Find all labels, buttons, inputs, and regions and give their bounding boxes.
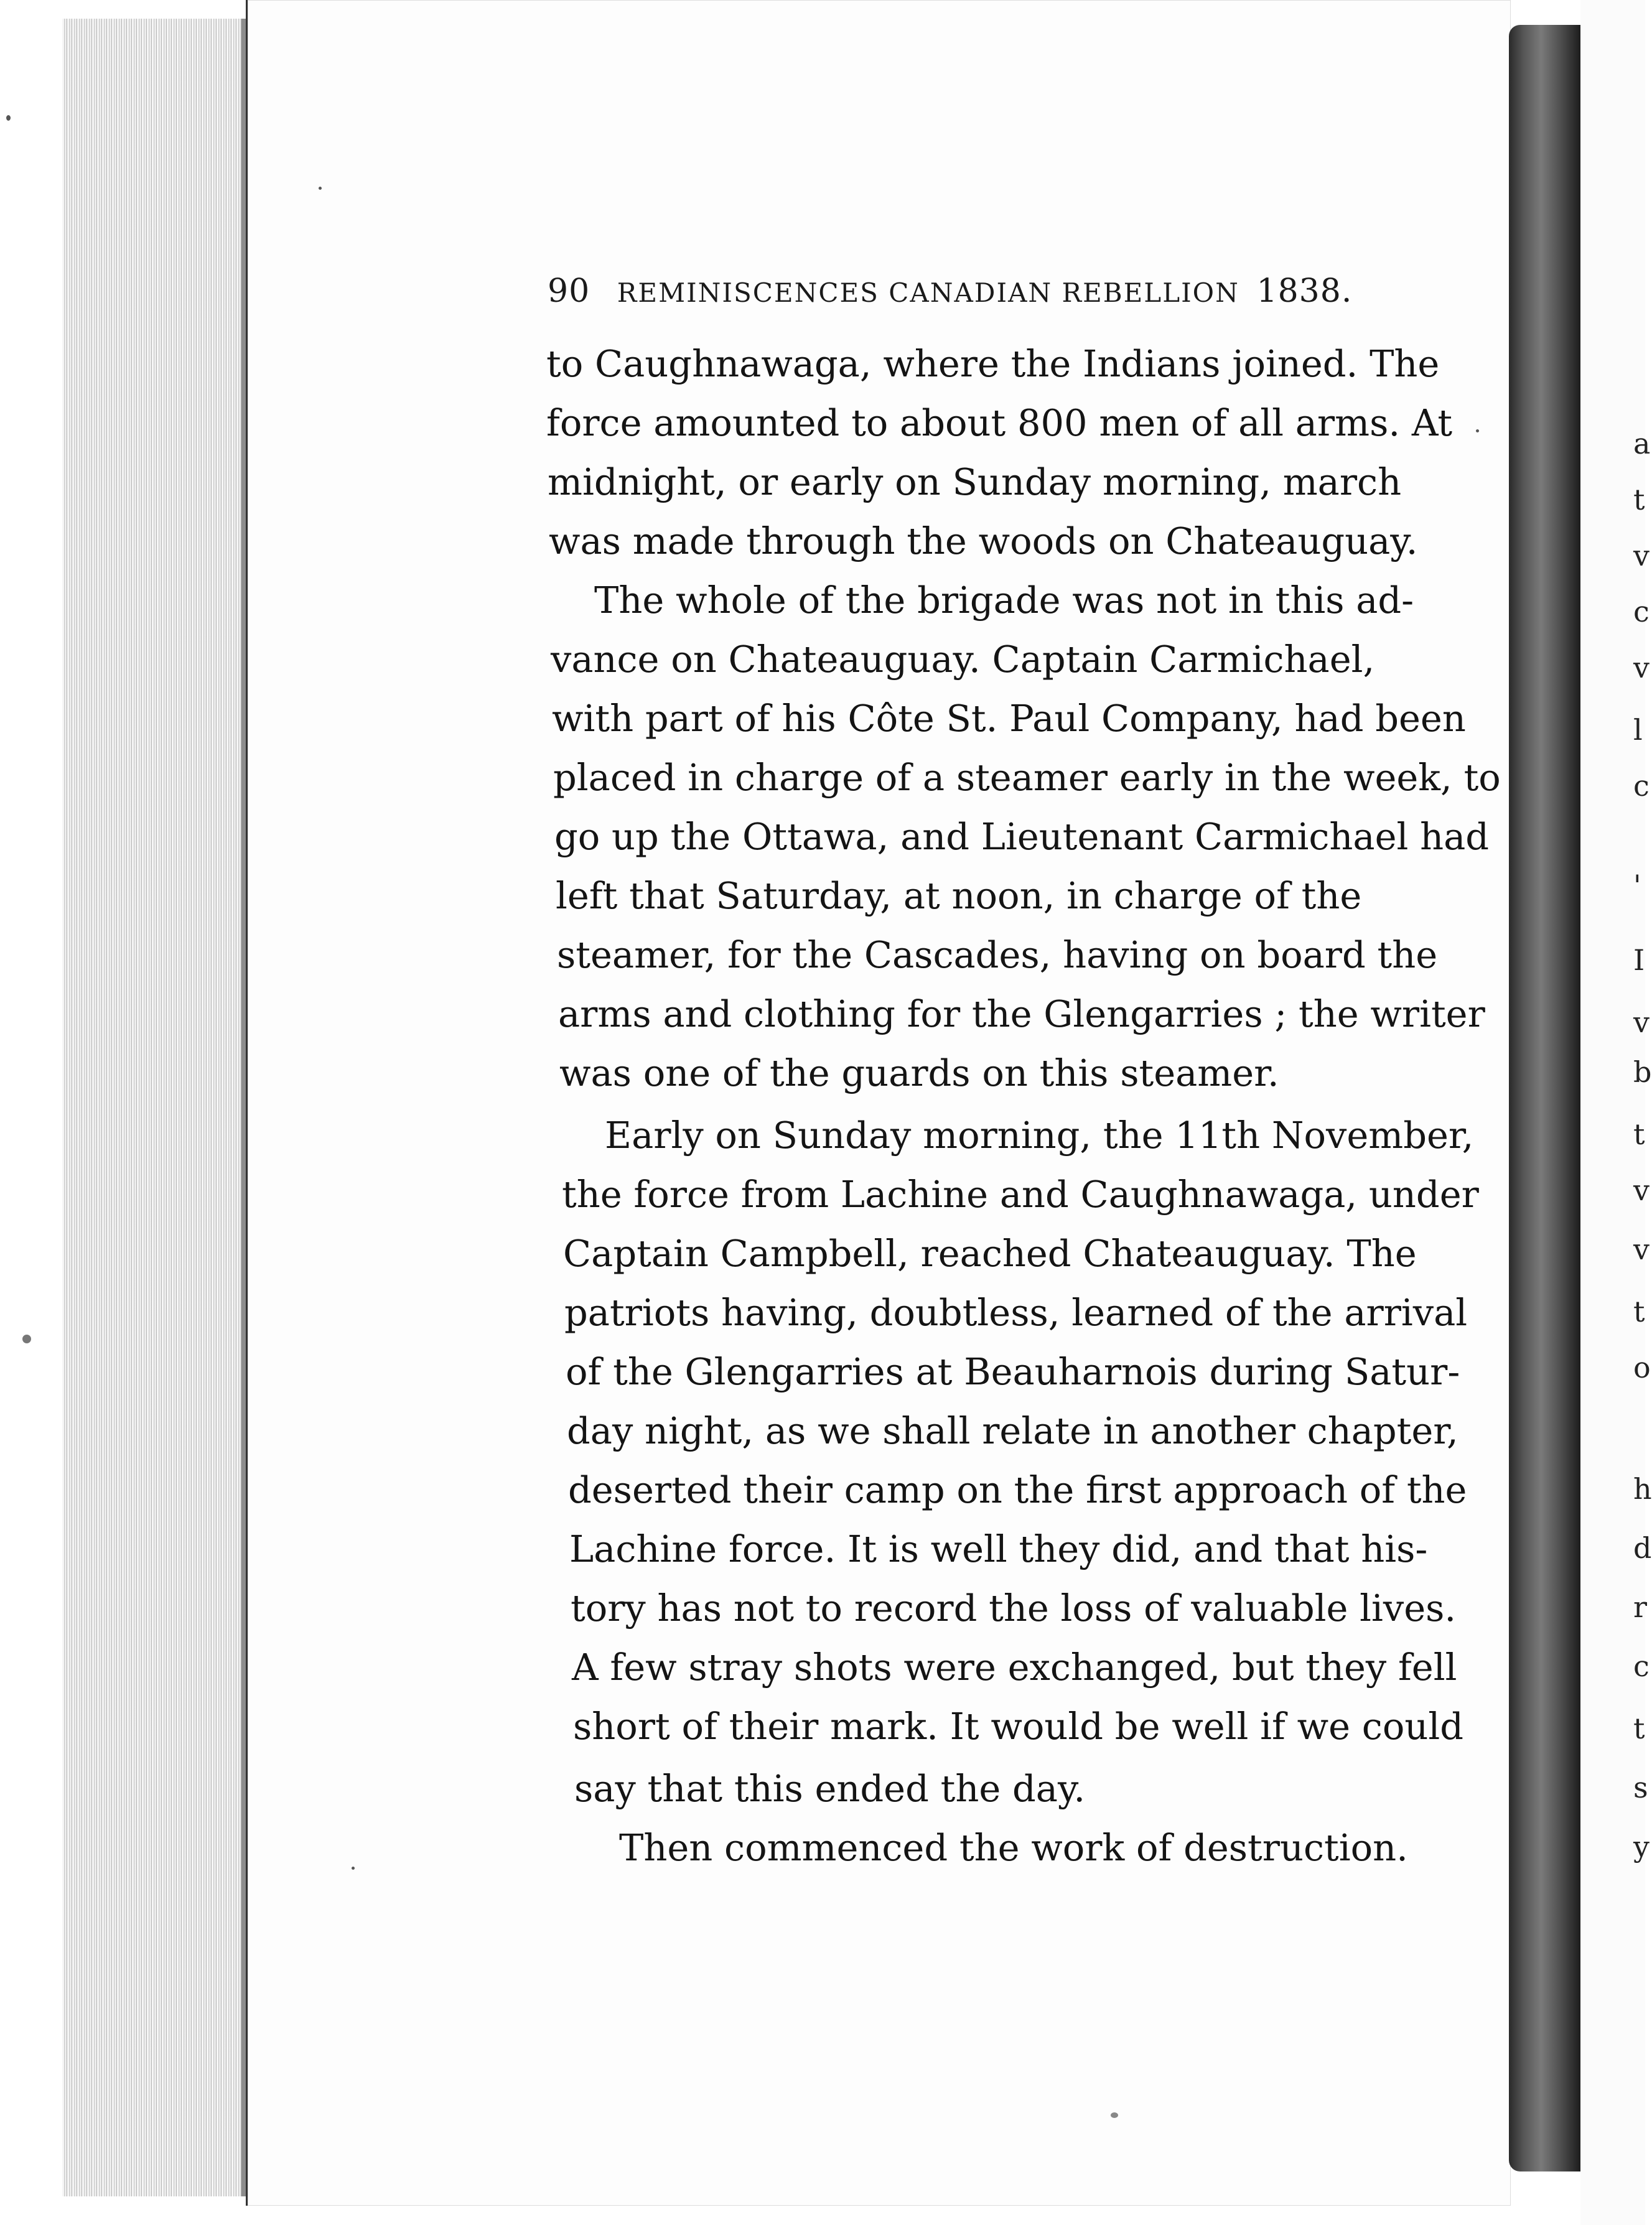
text-line: deserted their camp on the first approach of the [568, 1468, 1467, 1511]
facing-page-letter: s [1633, 1771, 1648, 1804]
text-line: with part of his Côte St. Paul Company, had been [552, 697, 1466, 740]
facing-page-letter: r [1633, 1590, 1647, 1624]
facing-page-letter: t [1633, 483, 1645, 516]
text-line: The whole of the brigade was not in this ad- [594, 579, 1414, 622]
text-line: midnight, or early on Sunday morning, march [548, 460, 1402, 503]
text-line: placed in charge of a steamer early in the week, to [553, 756, 1501, 799]
facing-page-letter: l [1633, 713, 1643, 747]
text-line: A few stray shots were exchanged, but they fell [572, 1646, 1457, 1689]
text-line: steamer, for the Cascades, having on board the [557, 933, 1438, 976]
facing-page-letter: a [1633, 427, 1651, 460]
facing-page-letter: h [1633, 1472, 1652, 1506]
text-line: say that this ended the day. [574, 1767, 1086, 1810]
text-line: arms and clothing for the Glengarries ; the writer [558, 992, 1485, 1035]
facing-page-letter: t [1633, 1712, 1645, 1745]
text-line: to Caughnawaga, where the Indians joined. The [546, 342, 1440, 385]
text-line: vance on Chateauguay. Captain Carmichael, [551, 638, 1375, 681]
facing-page [1580, 0, 1645, 2225]
running-head [548, 273, 1388, 310]
text-line: of the Glengarries at Beauharnois during Satur- [566, 1350, 1460, 1393]
book-fore-edge [62, 19, 249, 2196]
text-line: tory has not to record the loss of valuable lives. [571, 1587, 1457, 1630]
facing-page-letter: v [1633, 651, 1650, 684]
scan-speck [352, 1867, 355, 1870]
text-line: the force from Lachine and Caughnawaga, under [562, 1173, 1479, 1216]
facing-page-letter: c [1633, 595, 1650, 628]
facing-page-letter: v [1633, 1233, 1650, 1266]
text-line: force amounted to about 800 men of all arms. At [546, 401, 1453, 444]
book-page [246, 0, 1511, 2206]
facing-page-letter: o [1633, 1351, 1651, 1384]
text-line: was made through the woods on Chateauguay. [549, 520, 1418, 562]
scan-speck [1111, 2112, 1118, 2118]
facing-page-letter: v [1633, 1005, 1650, 1039]
scan-speck [319, 187, 322, 190]
facing-page-letter: t [1633, 1295, 1645, 1328]
text-line: Lachine force. It is well they did, and that his- [569, 1528, 1428, 1570]
text-line: was one of the guards on this steamer. [559, 1052, 1279, 1094]
facing-page-letter: y [1633, 1830, 1650, 1863]
text-line: Then commenced the work of destruction. [619, 1826, 1408, 1869]
text-line: Early on Sunday morning, the 11th November, [605, 1114, 1474, 1157]
facing-page-letter: I [1633, 943, 1645, 977]
scan-speck [22, 1335, 31, 1343]
text-line: left that Saturday, at noon, in charge of the [556, 874, 1362, 917]
facing-page-letter: t [1633, 1117, 1645, 1151]
facing-page-letter: v [1633, 539, 1650, 572]
running-head-title: REMINISCENCES CANADIAN REBELLION [617, 278, 1239, 308]
facing-page-letter: b [1633, 1055, 1652, 1089]
text-line: day night, as we shall relate in another chapter, [567, 1409, 1458, 1452]
scan-speck [1476, 429, 1479, 432]
facing-page-letter: c [1633, 1649, 1650, 1683]
facing-page-letter: c [1633, 769, 1650, 803]
page-number: 90 [548, 273, 590, 310]
facing-page-letter: v [1633, 1173, 1650, 1207]
text-line: patriots having, doubtless, learned of the arrival [564, 1291, 1468, 1334]
facing-page-letter: d [1633, 1531, 1652, 1565]
facing-page-letter: ' [1633, 869, 1641, 902]
running-head-year: 1838. [1256, 273, 1353, 310]
text-line: go up the Ottawa, and Lieutenant Carmichael had [554, 815, 1490, 858]
scan-speck [6, 115, 11, 121]
text-line: Captain Campbell, reached Chateauguay. The [563, 1232, 1417, 1275]
text-line: short of their mark. It would be well if we could [573, 1705, 1463, 1748]
book-gutter [1509, 25, 1580, 2171]
